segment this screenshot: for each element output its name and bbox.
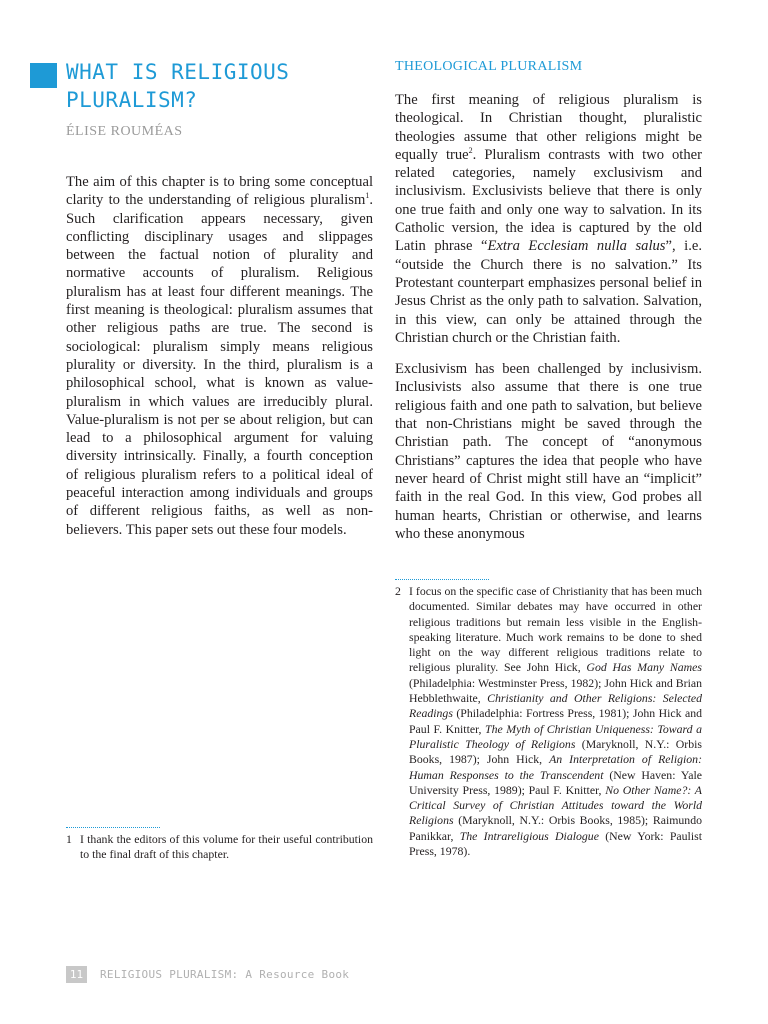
running-head: RELIGIOUS PLURALISM: A Resource Book: [100, 968, 350, 981]
footnote-ref-1[interactable]: 1: [365, 191, 370, 201]
chapter-title: WHAT IS RELIGIOUS PLURALISM?: [66, 60, 290, 112]
footnote-text: I thank the editors of this volume for their useful contribution to the final draft of this chapter.: [80, 832, 373, 862]
title-accent-square: [30, 63, 57, 88]
footnote-divider-left: [66, 827, 160, 828]
footnote-divider-right: [395, 579, 489, 580]
footnote-number: 2: [395, 584, 401, 598]
section-heading: THEOLOGICAL PLURALISM: [395, 59, 583, 74]
footnote-2: [395, 584, 702, 859]
intro-paragraph: The aim of this chapter is to bring some conceptual clarity to the understanding of religious pluralism$^1$. Such clarification appears necessary, given conflicting disciplinary usages and slippages between the factual notion of plurality and normative accounts of pluralism. Religious pluralism has at least four different meanings. The first meaning is theological: pluralism assumes that other religious paths are true. The second is sociological: pluralism simply means religious plurality or diversity. In the third, pluralism is a philosophical school, what is known as value-pluralism in which values are irreducibly plural. Value-pluralism is not per se about religion, but can lead to a philosophical argument for valuing diversity intrinsically. Finally, a fourth conception of religious pluralism refers to a political ideal of peaceful interaction among individuals and groups of different religious faiths, as well as non-believers. This paper sets out these four models.: [66, 174, 373, 538]
author-name: ÉLISE ROUMÉAS: [66, 124, 183, 139]
section-paragraph-1: The first meaning of religious pluralism is theological. In Christian thought, pluralistic theologies assume that other religions might be equally true$^2$. Pluralism contrasts with two other related categories, namely exclusivism and inclusivism. Exclusivists believe that there is only one true faith and only one way to salvation. In its Catholic version, the idea is captured by the old Latin phrase “Extra Ecclesiam nulla salus”, i.e. “outside the Church there is no salvation.” Its Protestant counterpart emphasizes personal belief in Jesus Christ as the only path to salvation. Salvation, in this view, can only be attained through the Christian church or the Christian faith.: [395, 92, 702, 346]
intro-column: [66, 173, 373, 552]
footnote-text: I focus on the specific case of Christianity that has been much documented. Similar debates may have occurred in other religious traditions but remain less visible in the English-speaking literature. Much work remains to be done to shed light on the way different religious traditions relate to religious plurality. See John Hick, God Has Many Names (Philadelphia: Westminster Press, 1982); John Hick and Brian Hebblethwaite, Christianity and Other Religions: Selected Readings (Philadelphia: Fortress Press, 1981); John Hick and Paul F. Knitter, The Myth of Christian Uniqueness: Toward a Pluralistic Theology of Religions (Maryknoll, N.Y.: Orbis Books, 1987); John Hick, An Interpretation of Religion: Human Responses to the Transcendent (New Haven: Yale University Press, 1989); Paul F. Knitter, No Other Name?: A Critical Survey of Christian Attitudes toward the World Religions (Maryknoll, N.Y.: Orbis Books, 1985); Raimundo Panikkar, The Intrareligious Dialogue (New York: Paulist Press, 1978).: [409, 584, 703, 859]
footnote-ref-2[interactable]: 2: [468, 146, 473, 156]
section-column: [395, 91, 702, 556]
footnote-number: 1: [66, 832, 72, 846]
page-number: 11: [66, 966, 87, 983]
section-paragraph-2: Exclusivism has been challenged by inclusivism. Inclusivists also assume that there is one true religious faith and one path to salvation, but believe that non-Christians might be saved through the Christian path. The concept of “anonymous Christians” captures the idea that people who have never heard of Christ might still have an “implicit” faith in the real God. In this view, God probes all human hearts, Christian or otherwise, and learns who these anonymous: [395, 361, 702, 542]
footnote-1: [66, 832, 373, 863]
